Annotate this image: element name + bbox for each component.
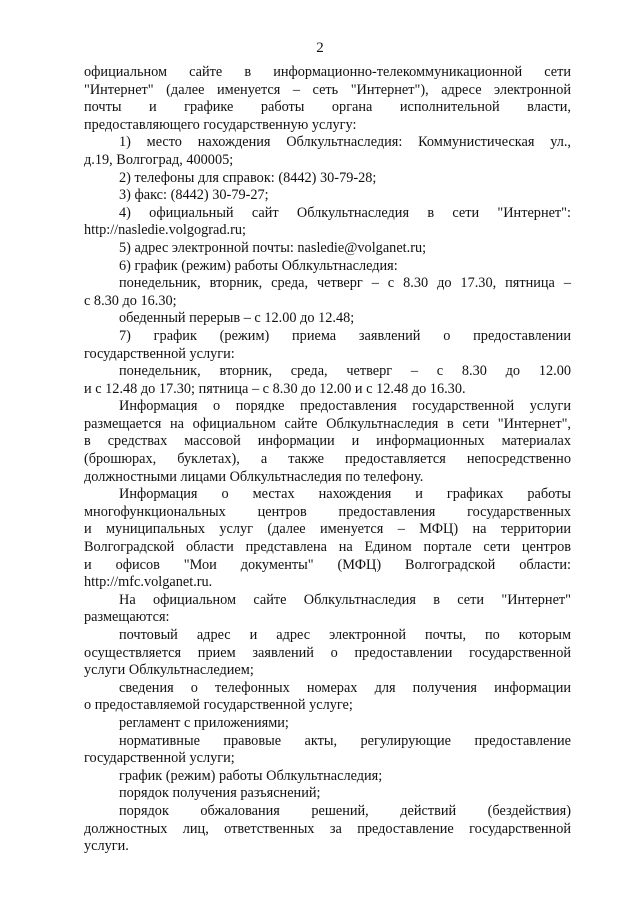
text-line: понедельник, вторник, среда, четверг – с 8.30 до 12.00 — [119, 363, 571, 380]
text-line: почтовый адрес и адрес электронной почты, по которым — [119, 627, 571, 643]
text-line: услуги Облкультнаследием; — [84, 662, 254, 679]
text-line: государственной услуги: — [84, 345, 235, 362]
text-line: 1) место нахождения Облкультнаследия: Коммунистическая ул., — [119, 134, 571, 151]
text-line: Волгоградской области представлена на Едином портале сети центров — [84, 539, 571, 556]
text-line: и с 12.48 до 17.30; пятница – с 8.30 до 12.00 и с 12.48 до 16.30. — [84, 380, 466, 397]
text-line: Информация о местах нахождения и графиках работы — [119, 486, 571, 503]
text-line: обеденный перерыв – с 12.00 до 12.48; — [119, 310, 355, 327]
text-line: На официальном сайте Облкультнаследия в сети "Интернет" — [119, 591, 571, 608]
text-line: понедельник, вторник, среда, четверг – с 8.30 до 17.30, пятница – — [119, 275, 571, 292]
text-line: 6) график (режим) работы Облкультнаследия: — [119, 257, 398, 274]
text-line: должностными лицами Облкультнаследия по телефону. — [84, 468, 424, 485]
text-line: порядок обжалования решений, действий (бездействия) — [119, 802, 571, 819]
text-line: регламент с приложениями; — [119, 714, 289, 731]
text-line: 2) телефоны для справок: (8442) 30-79-28; — [119, 169, 377, 186]
document-body — [84, 64, 571, 856]
page-number: 2 — [316, 40, 324, 56]
text-line: порядок получения разъяснений; — [119, 785, 321, 802]
text-line: услуги. — [84, 838, 129, 855]
text-line: официальном сайте в информационно-телекоммуникационной сети — [84, 64, 571, 80]
text-line: размещаются: — [84, 609, 170, 626]
text-line: с 8.30 до 16.30; — [84, 292, 177, 309]
text-line: 4) официальный сайт Облкультнаследия в сети "Интернет": — [119, 204, 571, 221]
text-line: 7) график (режим) приема заявлений о предоставлении — [119, 327, 571, 344]
text-line: должностных лиц, ответственных за предоставление государственной — [84, 820, 571, 837]
text-line: многофункциональных центров предоставления государственных — [84, 503, 571, 520]
text-line: осуществляется прием заявлений о предоставлении государственной — [84, 644, 571, 661]
text-line: размещается на официальном сайте Облкультнаследия в сети "Интернет", — [84, 415, 571, 432]
text-line: почты и графике работы органа исполнительной власти, — [84, 99, 571, 116]
text-line: 3) факс: (8442) 30-79-27; — [119, 187, 269, 204]
text-line: график (режим) работы Облкультнаследия; — [119, 767, 383, 784]
text-line: (брошюрах, буклетах), а также предоставляется непосредственно — [84, 451, 571, 468]
text-line: Информация о порядке предоставления государственной услуги — [119, 398, 571, 415]
text-line: и муниципальных услуг (далее именуется – МФЦ) на территории — [84, 521, 571, 538]
text-line: о предоставляемой государственной услуге; — [84, 697, 353, 714]
text-line: д.19, Волгоград, 400005; — [84, 151, 234, 168]
text-line: нормативные правовые акты, регулирующие предоставление — [119, 732, 571, 749]
text-line: сведения о телефонных номерах для получения информации — [119, 679, 571, 696]
text-line: http://nasledie.volgograd.ru; — [84, 222, 246, 239]
text-line: "Интернет" (далее именуется – сеть "Интернет"), адресе электронной — [84, 81, 571, 98]
text-line: государственной услуги; — [84, 750, 235, 767]
text-line: 5) адрес электронной почты: nasledie@volganet.ru; — [119, 239, 427, 256]
text-line: в средствах массовой информации и информационных материалах — [84, 433, 571, 450]
text-line: предоставляющего государственную услугу: — [84, 116, 357, 133]
text-line: http://mfc.volganet.ru. — [84, 574, 213, 591]
text-line: и офисов "Мои документы" (МФЦ) Волгоградской области: — [84, 556, 571, 573]
